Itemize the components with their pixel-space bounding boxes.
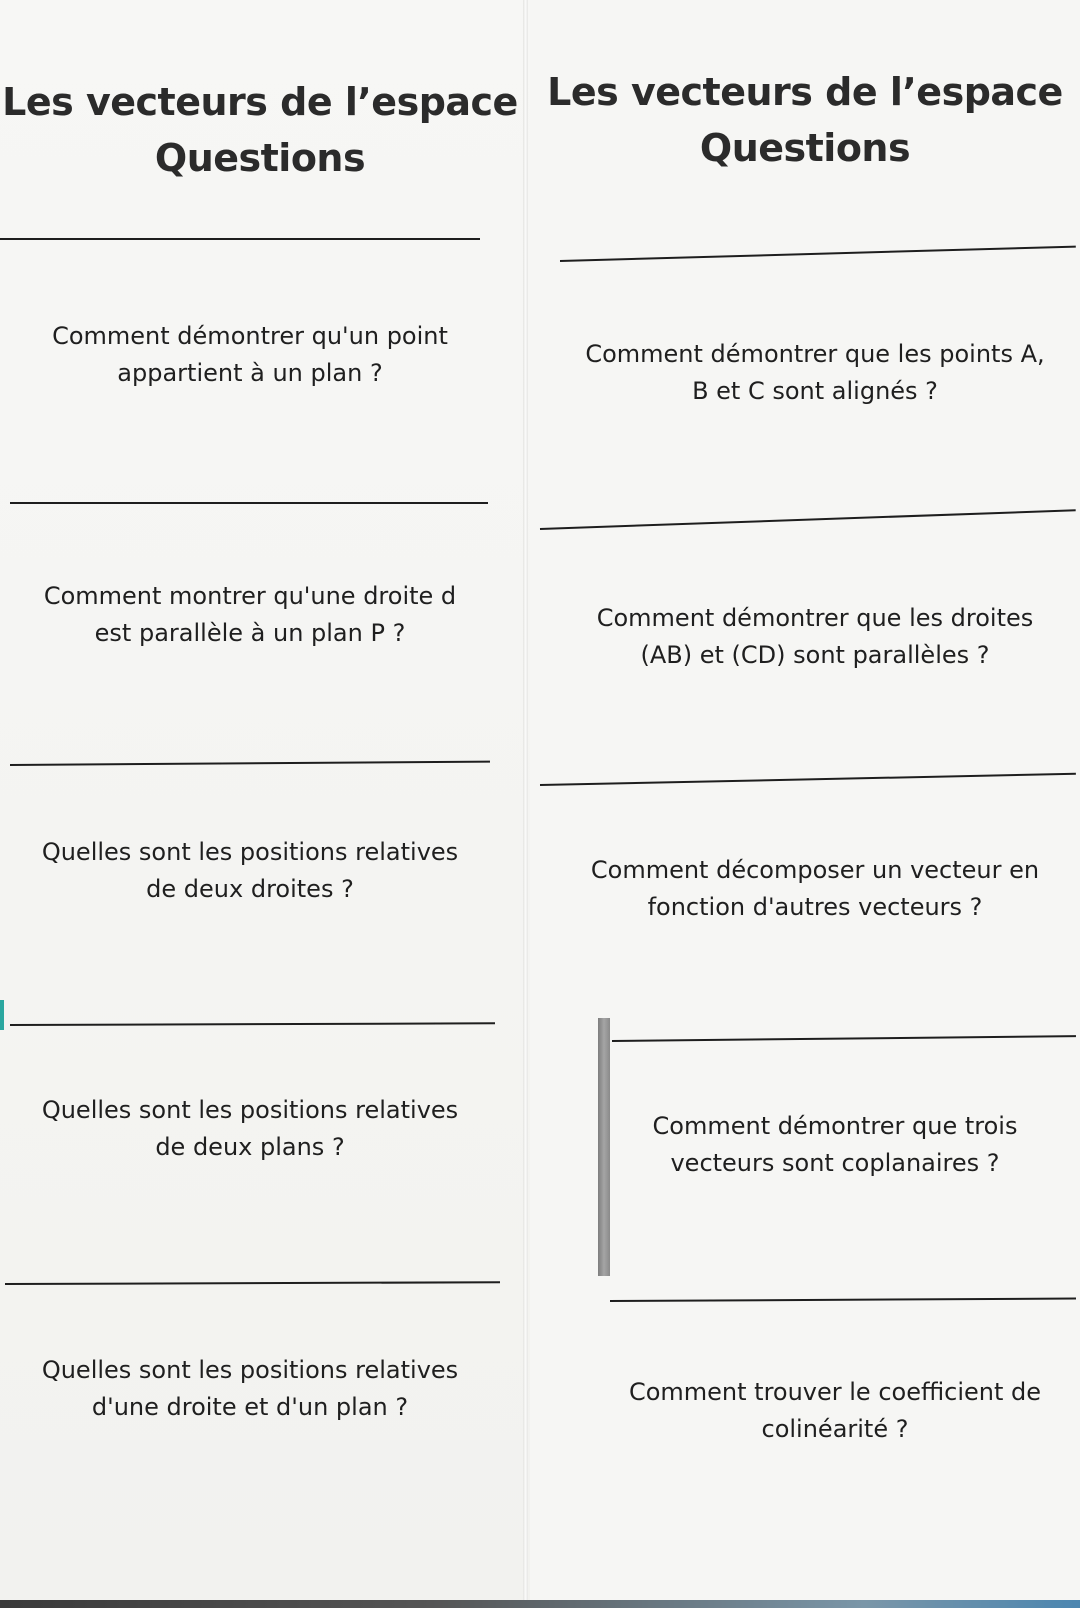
left-question-4: Quelles sont les positions relatives de deux plans ? — [41, 1096, 459, 1161]
binding-tab — [598, 1018, 610, 1276]
left-question-3: Quelles sont les positions relatives de deux droites ? — [41, 838, 459, 903]
divider-line — [612, 1035, 1076, 1042]
divider-line — [10, 502, 488, 504]
divider-line — [5, 1281, 500, 1285]
divider-line — [540, 773, 1076, 786]
divider-line — [540, 509, 1076, 530]
column-separator — [523, 0, 528, 1600]
left-subtitle: Questions — [154, 136, 366, 180]
right-question-5: Comment trouver le coefficient de colinéarité ? — [628, 1378, 1042, 1443]
divider-line — [10, 761, 490, 766]
right-title: Les vecteurs de l’espace — [547, 70, 1063, 114]
right-subtitle: Questions — [699, 126, 911, 170]
left-title: Les vecteurs de l’espace — [2, 80, 518, 124]
left-card-column — [0, 0, 520, 1600]
divider-line — [0, 238, 480, 240]
right-card-column — [530, 0, 1080, 1600]
left-header — [0, 74, 520, 186]
left-question-5: Quelles sont les positions relatives d'une droite et d'un plan ? — [41, 1356, 459, 1421]
right-header — [530, 64, 1080, 176]
right-question-1: Comment démontrer que les points A, B et C sont alignés ? — [585, 340, 1045, 405]
left-question-1: Comment démontrer qu'un point appartient à un plan ? — [52, 322, 448, 387]
left-question-2: Comment montrer qu'une droite d est parallèle à un plan P ? — [43, 582, 457, 647]
right-question-2: Comment démontrer que les droites (AB) et (CD) sont parallèles ? — [596, 604, 1034, 669]
bottom-edge — [0, 1600, 1080, 1608]
right-question-4: Comment démontrer que trois vecteurs sont coplanaires ? — [652, 1112, 1018, 1177]
divider-line — [560, 246, 1076, 262]
right-question-3: Comment décomposer un vecteur en fonction d'autres vecteurs ? — [590, 856, 1040, 921]
divider-line — [10, 1022, 495, 1026]
divider-line — [610, 1298, 1076, 1302]
